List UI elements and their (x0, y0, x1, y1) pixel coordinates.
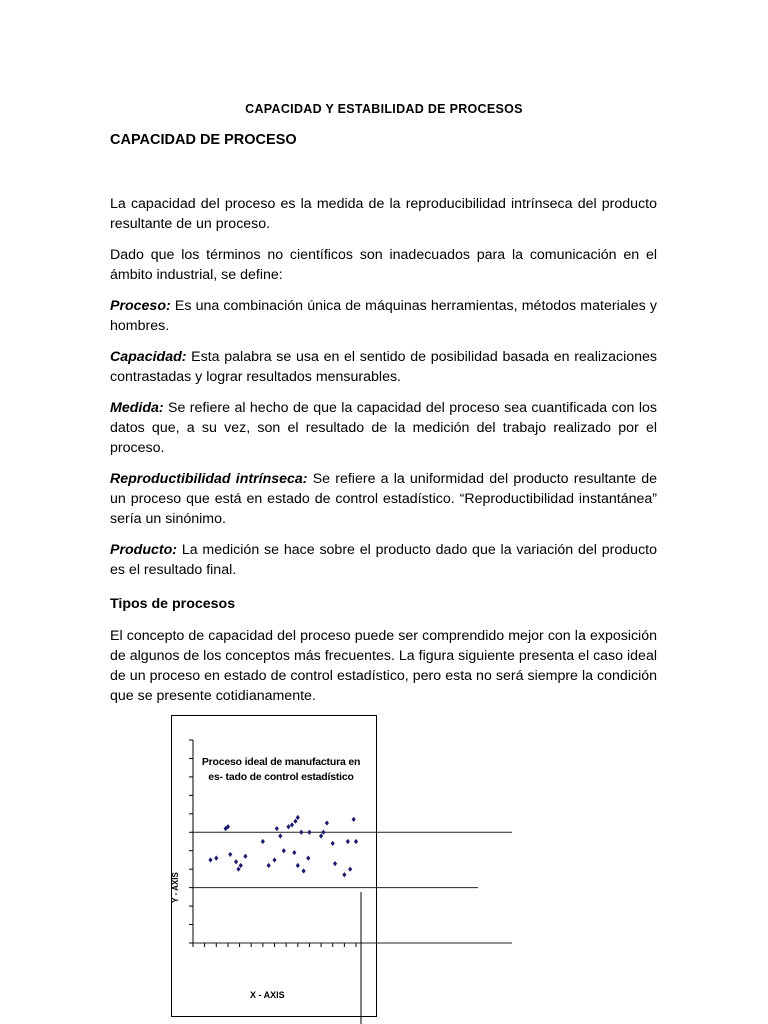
data-point (306, 856, 310, 861)
data-point (239, 863, 243, 868)
definition-term: Proceso: (110, 298, 171, 314)
data-point (208, 857, 212, 862)
definition-text: Esta palabra se usa en el sentido de posibilidad basada en realizaciones contrastadas y lograr resultados mensurables. (110, 349, 657, 385)
chart-title: Proceso ideal de manufactura en es- tado de control estadístico (201, 756, 361, 783)
data-point (331, 841, 335, 846)
definition-term: Capacidad: (110, 349, 187, 365)
definition-text: Se refiere a la uniformidad del producto resultante de un proceso que está en estado de control estadístico. “Reproductibilidad instantánea” sería un sinónimo. (110, 471, 657, 527)
data-point (346, 839, 350, 844)
data-point (296, 815, 300, 820)
definition-text: La medición se hace sobre el producto dado que la variación del producto es el resultado final. (110, 542, 657, 578)
closing-paragraph: El concepto de capacidad del proceso puede ser comprendido mejor con la exposición de algunos de los conceptos más frecuentes. La figura siguiente presenta el caso ideal de un proceso en estado de control estadístico, pero esta no será siempre la condición que se presente cotidianamente. (110, 628, 657, 704)
data-point (354, 839, 358, 844)
data-point (228, 852, 232, 857)
data-point (348, 867, 352, 872)
paragraph-text: Dado que los términos no científicos son inadecuados para la comunicación en el ámbito industrial, se define: (110, 247, 657, 283)
subheading: Tipos de procesos (110, 596, 236, 612)
data-point (321, 830, 325, 835)
definition-term: Medida: (110, 400, 164, 416)
data-point (325, 820, 329, 825)
data-point (299, 830, 303, 835)
paragraph-text: La capacidad del proceso es la medida de la reproducibilidad intrínseca del producto resultante de un proceso. (110, 196, 657, 232)
definition-text: Es una combinación única de máquinas herramientas, métodos materiales y hombres. (110, 298, 657, 334)
data-point (267, 863, 271, 868)
data-point (307, 830, 311, 835)
data-point (319, 833, 323, 838)
data-point (296, 863, 300, 868)
x-axis-label: X - AXIS (250, 990, 285, 1000)
definition-text: Se refiere al hecho de que la capacidad del proceso sea cuantificada con los datos que, a su vez, son el resultado de la medición del trabajo realizado por el proceso. (110, 400, 657, 456)
data-point (292, 850, 296, 855)
data-point (275, 826, 279, 831)
data-point (282, 848, 286, 853)
section-title: CAPACIDAD DE PROCESO (110, 132, 297, 148)
data-point (236, 867, 240, 872)
data-point (302, 868, 306, 873)
data-point (243, 854, 247, 859)
definition-term: Reproductibilidad intrínseca: (110, 471, 308, 487)
data-point (333, 861, 337, 866)
data-point (261, 839, 265, 844)
definition-term: Producto: (110, 542, 177, 558)
data-point (352, 817, 356, 822)
data-point (342, 872, 346, 877)
document-title: CAPACIDAD Y ESTABILIDAD DE PROCESOS (245, 102, 523, 116)
y-axis-label: Y - AXIS (170, 872, 180, 903)
data-point (278, 833, 282, 838)
data-point (293, 819, 297, 824)
data-point (272, 857, 276, 862)
data-point (214, 856, 218, 861)
data-point (234, 859, 238, 864)
